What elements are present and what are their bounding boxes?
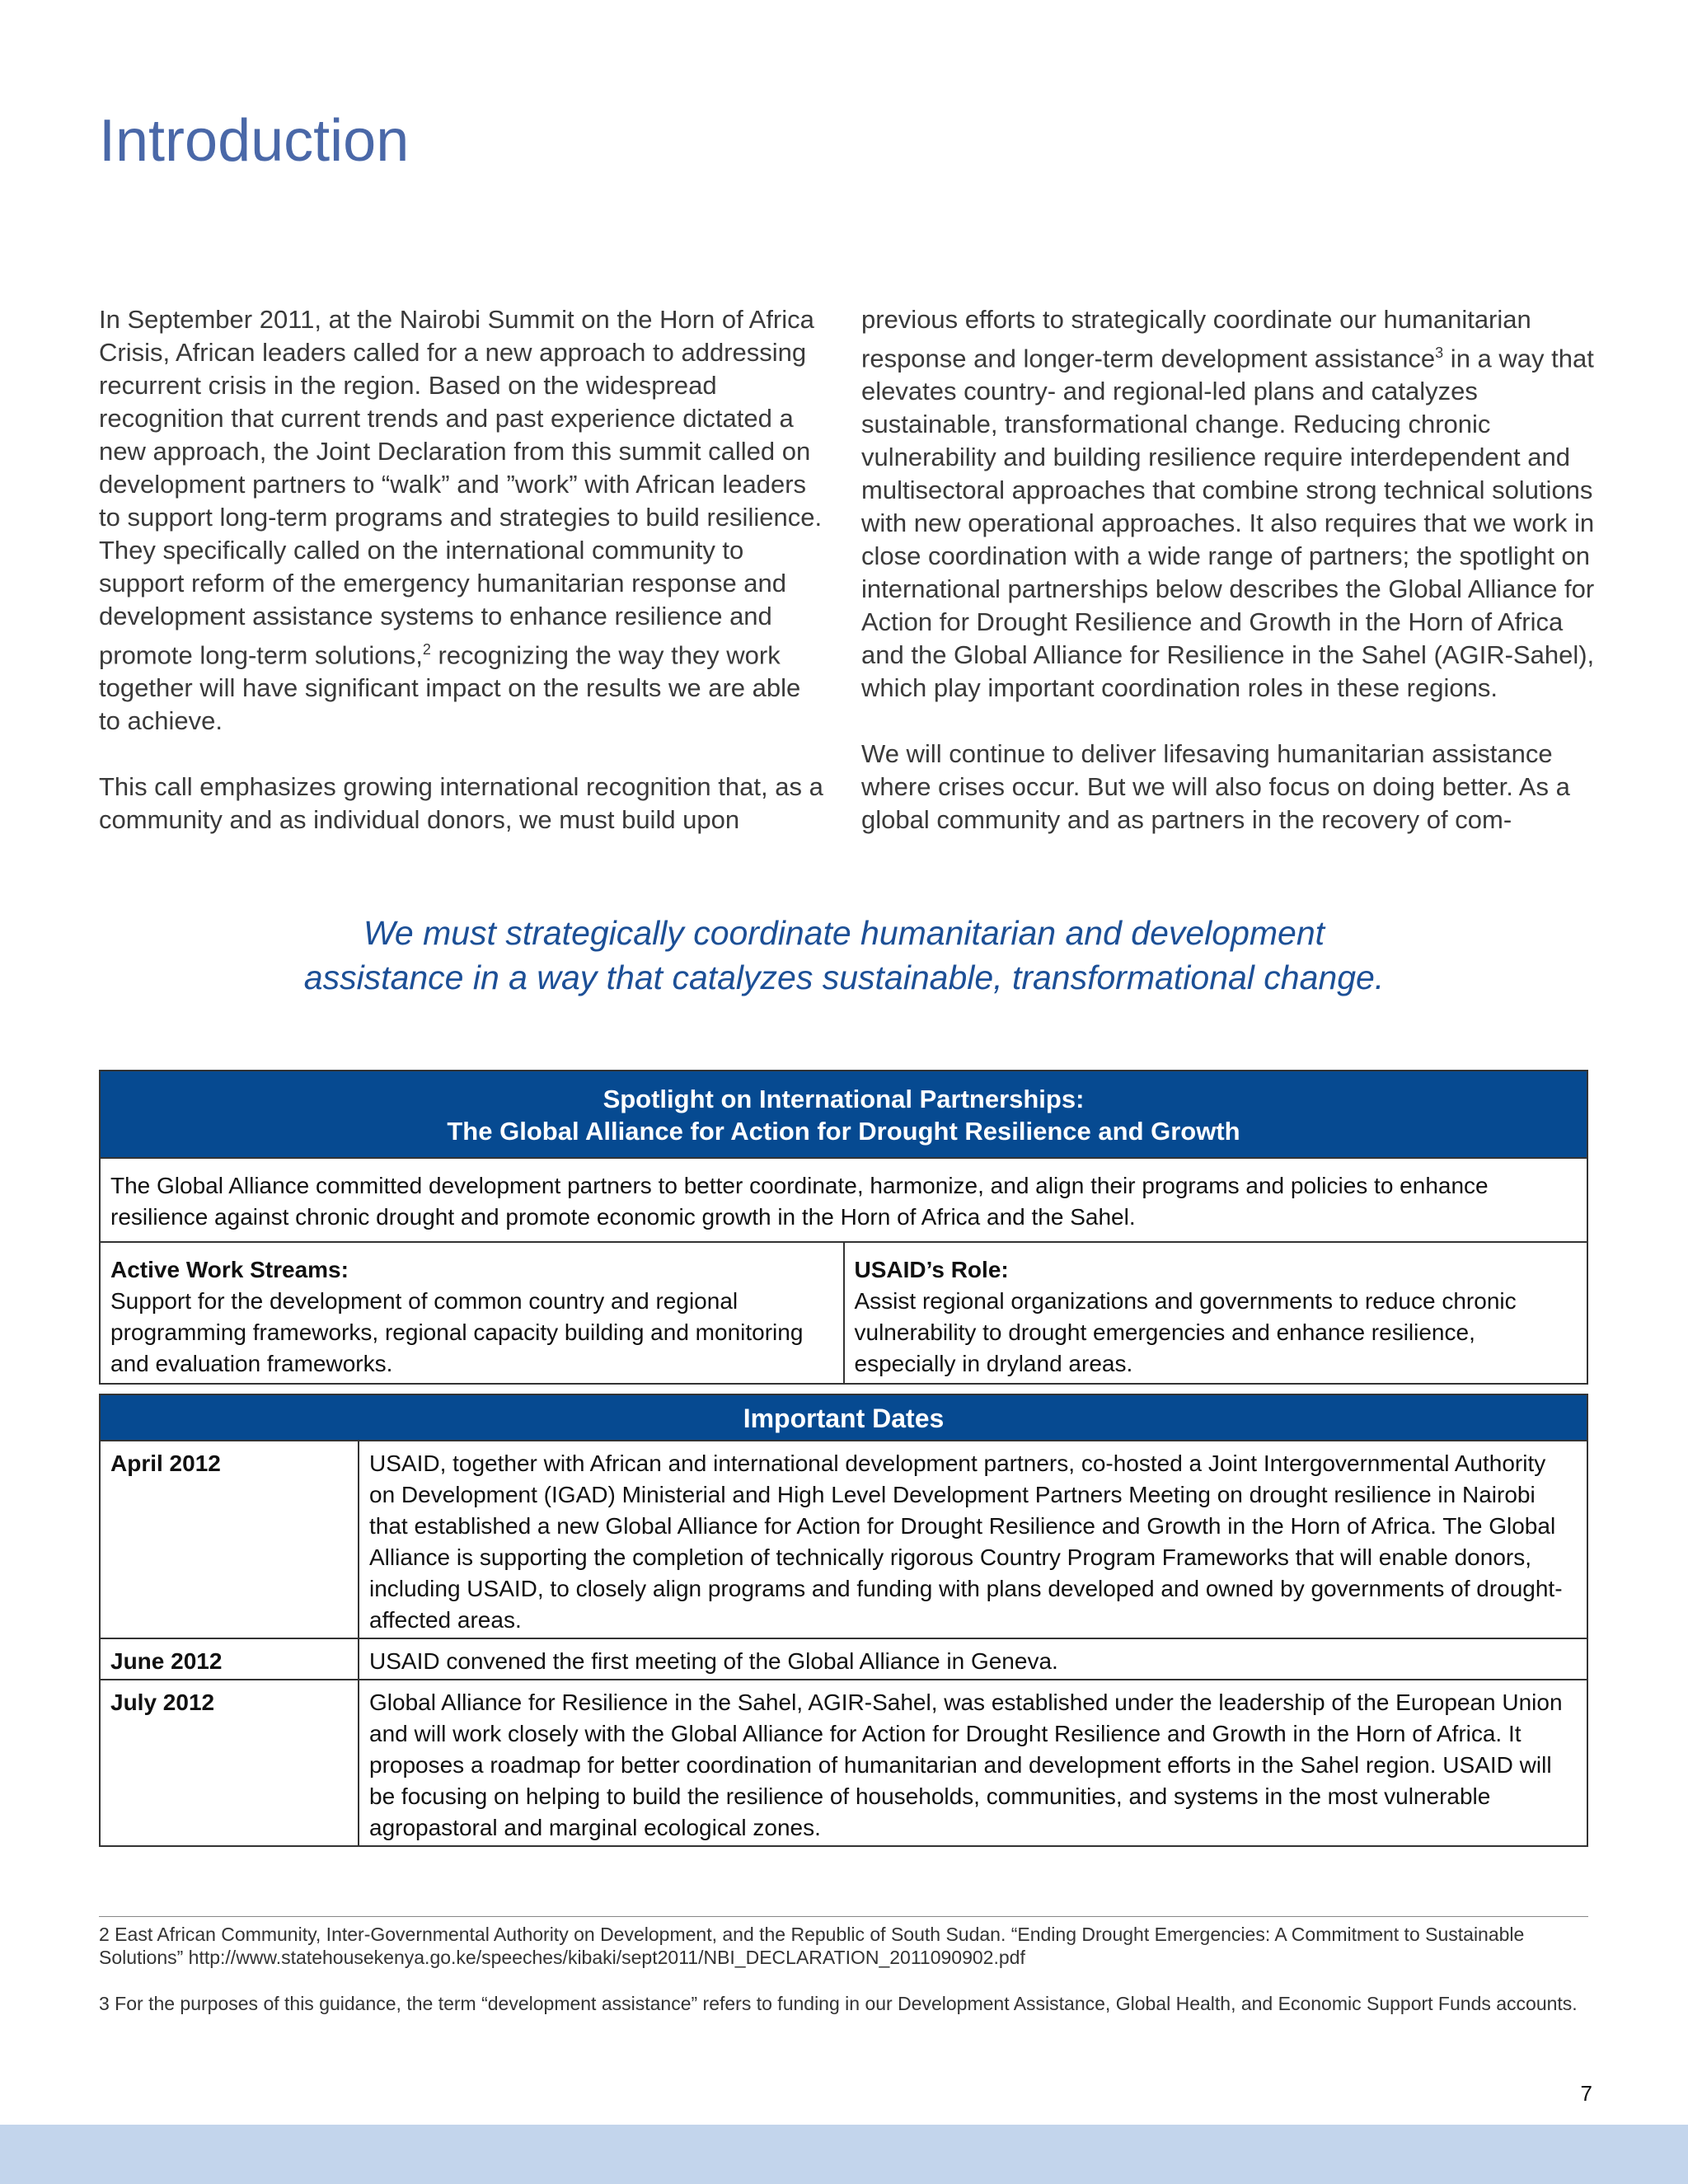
footnote-2: 2 East African Community, Inter-Governmental Authority on Development, and the Republic of South Sudan. “Ending Drought Emergencies: A Commitment to Sustainable Solutions” http://www.statehousekenya.go.ke/speeches/kibaki/sept2011/NBI_DECLARATION_2011090902.pdf: [99, 1924, 1525, 1968]
pull-quote-line: We must strategically coordinate humanitarian and development: [363, 914, 1325, 952]
footnote-3: 3 For the purposes of this guidance, the term “development assistance” refers to funding in our Development Assistance, Global Health, and Economic Support Funds accounts.: [99, 1993, 1578, 2014]
table-row: [100, 1680, 1587, 1846]
pull-quote: [99, 911, 1589, 1000]
footnote-divider: [99, 1916, 1588, 1917]
usaid-role-cell: [844, 1242, 1588, 1384]
date-cell: April 2012: [100, 1441, 359, 1638]
footnote-ref[interactable]: 2: [422, 641, 431, 658]
spotlight-intro: The Global Alliance committed development partners to better coordinate, harmonize, and align their programs and policies to enhance resilience against chronic drought and promote economic growth in the Horn of Africa and the Sahel.: [100, 1158, 1587, 1242]
spotlight-box: [99, 1070, 1588, 1385]
bottom-band: [0, 2125, 1688, 2184]
table-row: [100, 1441, 1587, 1638]
body-paragraph: In September 2011, at the Nairobi Summit on the Horn of Africa Crisis, African leaders called for a new approach to addressing recurrent crisis in the region. Based on the widespread recognition that current trends and past experience dictated a new approach, the Joint Declaration from this summit called on development partners to “walk” and ”work” with African leaders to support long-term programs and strategies to build resilience. They specifically called on the international community to support reform of the emergency humanitarian response and development assistance systems to enhance resilience and promote long-term solutions,$^2$ recognizing the way they work together will have significant impact on the results we are able to achieve.: [99, 305, 823, 736]
usaid-role-text: Assist regional organizations and governments to reduce chronic vulnerability to drought emergencies and enhance resilience, especially in dryland areas.: [854, 1288, 1517, 1376]
work-streams-text: Support for the development of common country and regional programming frameworks, regional capacity building and monitoring and evaluation frameworks.: [110, 1288, 804, 1376]
body-paragraph: We will continue to deliver lifesaving humanitarian assistance where crises occur. But we will also focus on doing better. As a global community and as partners in the recovery of com-: [861, 739, 1570, 835]
spotlight-header: [100, 1071, 1587, 1158]
body-column-left: [99, 303, 824, 869]
page-number: 7: [1580, 2081, 1592, 2106]
pull-quote-line: assistance in a way that catalyzes sustainable, transformational change.: [303, 958, 1385, 996]
important-dates-table: [99, 1394, 1588, 1847]
work-streams-cell: [100, 1242, 844, 1384]
event-cell: USAID, together with African and international development partners, co-hosted a Joint Intergovernmental Authority on Development (IGAD) Ministerial and High Level Development Partners Meeting on drought resilience in Nairobi that established a new Global Alliance for Action for Drought Resilience and Growth in the Horn of Africa. The Global Alliance is supporting the completion of technically rigorous Country Program Frameworks that will enable donors, including USAID, to closely align programs and funding with plans developed and owned by governments of drought-affected areas.: [359, 1441, 1587, 1638]
spotlight-subtitle: The Global Alliance for Action for Drought Resilience and Growth: [447, 1117, 1240, 1146]
date-cell: July 2012: [100, 1680, 359, 1846]
dates-header: Important Dates: [100, 1394, 1587, 1441]
event-cell: Global Alliance for Resilience in the Sahel, AGIR-Sahel, was established under the leadership of the European Union and will work closely with the Global Alliance for Action for Drought Resilience and Growth in the Horn of Africa. It proposes a roadmap for better coordination of humanitarian and development efforts in the Sahel region. USAID will be focusing on helping to build the resilience of households, communities, and systems in the most vulnerable agropastoral and marginal ecological zones.: [359, 1680, 1587, 1846]
event-cell: USAID convened the first meeting of the Global Alliance in Geneva.: [359, 1638, 1587, 1680]
spotlight-title: Spotlight on International Partnerships:: [603, 1085, 1085, 1113]
body-column-right: [861, 303, 1603, 869]
body-paragraph: previous efforts to strategically coordinate our humanitarian response and longer-term development assistance$^3$ in a way that elevates country- and regional-led plans and catalyzes sustainable, transformational change. Reducing chronic vulnerability and building resilience require interdependent and multisectoral approaches that combine strong technical solutions with new operational approaches. It also requires that we work in close coordination with a wide range of partners; the spotlight on international partnerships below describes the Global Alliance for Action for Drought Resilience and Growth in the Horn of Africa and the Global Alliance for Resilience in the Sahel (AGIR-Sahel), which play important coordination roles in these regions.: [861, 305, 1595, 703]
work-streams-label: Active Work Streams:: [110, 1257, 349, 1282]
footnotes: [99, 1923, 1588, 2038]
page-title: Introduction: [99, 108, 410, 174]
footnote-ref[interactable]: 3: [1435, 344, 1444, 361]
usaid-role-label: USAID’s Role:: [854, 1257, 1009, 1282]
table-row: [100, 1638, 1587, 1680]
date-cell: June 2012: [100, 1638, 359, 1680]
body-paragraph: This call emphasizes growing international recognition that, as a community and as individual donors, we must build upon: [99, 772, 823, 835]
